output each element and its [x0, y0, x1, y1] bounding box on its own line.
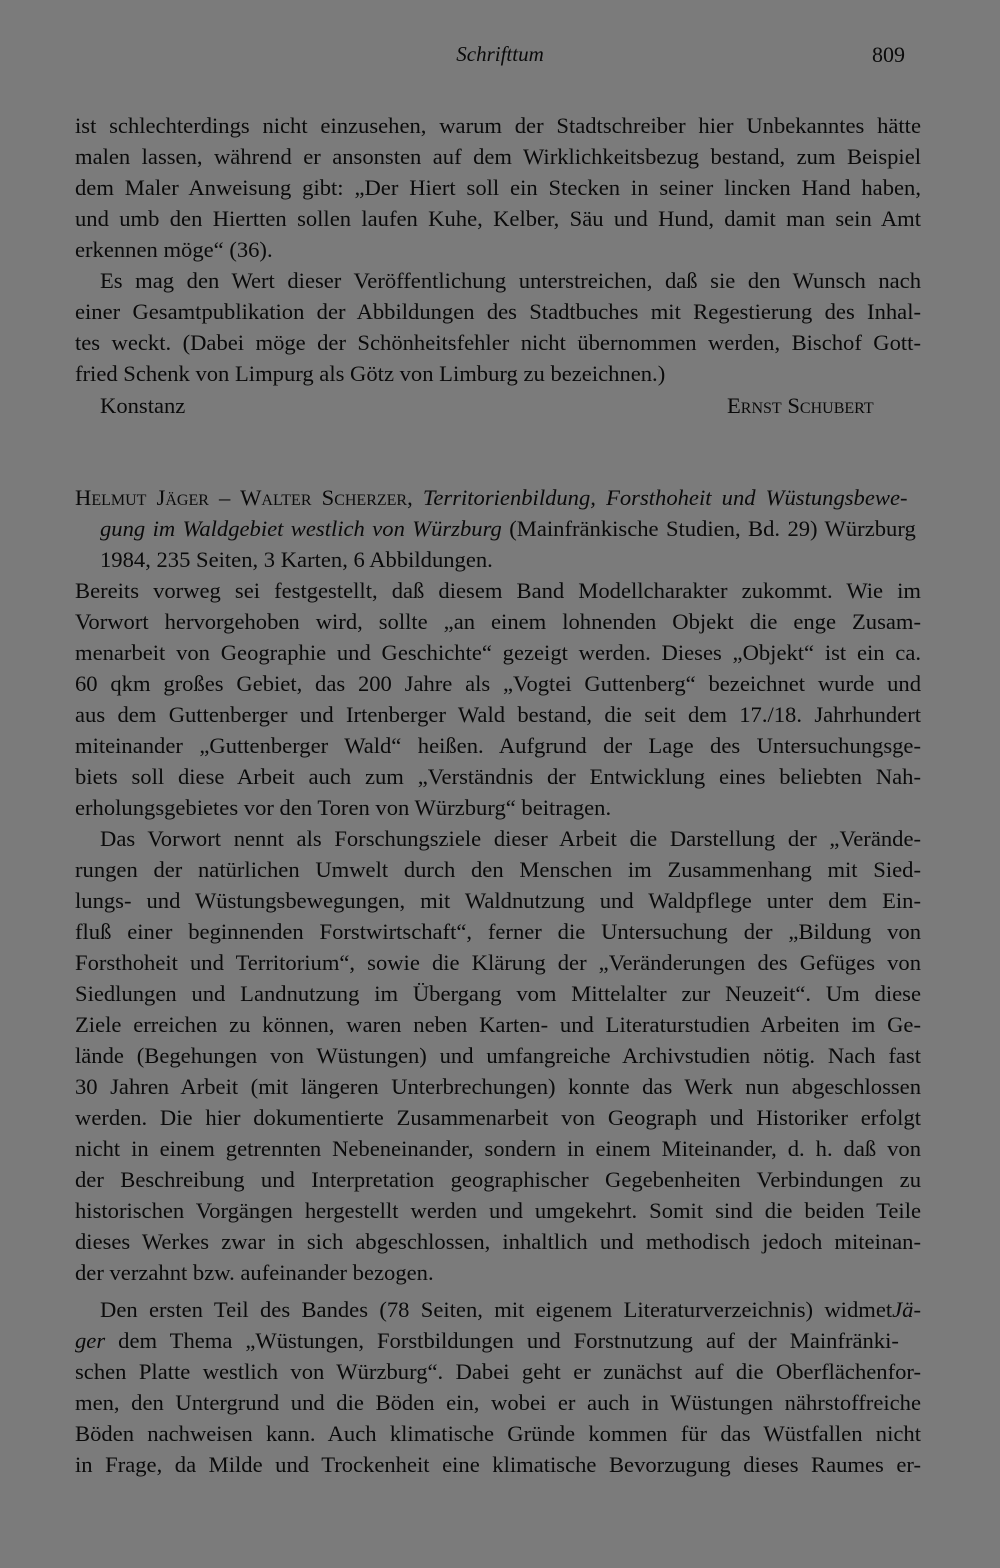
text-line: tes weckt. (Dabei möge der Schönheitsfehler nicht übernommen werden, Bischof Gott-: [75, 330, 921, 355]
text-line: erholungsgebietes vor den Toren von Würzburg“ beitragen.: [75, 795, 612, 820]
text-segment: Den ersten Teil des Bandes (78 Seiten, mit eigenem Literaturverzeichnis) widmet: [100, 1297, 893, 1322]
text-line: und umb den Hiertten sollen laufen Kuhe, Kelber, Säu und Hund, damit man sein Amt: [75, 206, 921, 231]
citation-title: Territorienbildung, Forsthoheit und Wüstungsbewe-: [422, 485, 908, 510]
text-line: Ziele erreichen zu können, waren neben Karten- und Literaturstudien Arbeiten im Ge-: [75, 1012, 921, 1037]
text-line: Vorwort hervorgehoben wird, sollte „an einem lohnenden Objekt die enge Zusam-: [75, 609, 921, 634]
running-header-title: Schrifttum: [456, 42, 544, 66]
text-line: miteinander „Guttenberger Wald“ heißen. Aufgrund der Lage des Untersuchungsge-: [75, 733, 921, 758]
text-line: Es mag den Wert dieser Veröffentlichung unterstreichen, daß sie den Wunsch nach: [100, 268, 921, 293]
text-segment: dem Thema „Wüstungen, Forstbildungen und Forstnutzung auf der Mainfränki-: [118, 1328, 899, 1353]
citation-authors: Helmut Jäger – Walter Scherzer,: [75, 485, 413, 510]
text-line: historischen Vorgängen hergestellt werden und umgekehrt. Somit sind die beiden Teile: [75, 1198, 921, 1223]
text-line: der Beschreibung und Interpretation geographischer Gegebenheiten Verbindungen zu: [75, 1167, 921, 1192]
author-name-italic: ger: [75, 1328, 106, 1353]
text-line: men, den Untergrund und die Böden ein, wobei er auch in Wüstungen nährstoffreiche: [75, 1390, 921, 1415]
page-number: 809: [872, 42, 905, 67]
review-place: Konstanz: [100, 393, 186, 418]
text-line: der verzahnt bzw. aufeinander bezogen.: [75, 1260, 434, 1285]
text-line: dem Maler Anweisung gibt: „Der Hiert soll ein Stecken in seiner lincken Hand haben,: [75, 175, 921, 200]
text-line: 30 Jahren Arbeit (mit längeren Unterbrechungen) konnte das Werk nun abgeschlossen: [75, 1074, 921, 1099]
citation-line: [75, 482, 921, 513]
text-line: schen Platte westlich von Würzburg“. Dabei geht er zunächst auf die Oberflächenfor-: [75, 1359, 921, 1384]
text-line: in Frage, da Milde und Trockenheit eine klimatische Bevorzugung dieses Raumes er-: [75, 1452, 921, 1477]
text-line: Bereits vorweg sei festgestellt, daß diesem Band Modellcharakter zukommt. Wie im: [75, 578, 921, 603]
text-line: aus dem Guttenberger und Irtenberger Wald bestand, die seit dem 17./18. Jahrhundert: [75, 702, 921, 727]
author-name-italic: Jä-: [892, 1297, 921, 1322]
text-line: rungen der natürlichen Umwelt durch den Menschen im Zusammenhang mit Sied-: [75, 857, 921, 882]
citation-details: 1984, 235 Seiten, 3 Karten, 6 Abbildungen.: [100, 547, 493, 572]
text-line: einer Gesamtpublikation der Abbildungen des Stadtbuches mit Regestierung des Inhal-: [75, 299, 921, 324]
text-line: Böden nachweisen kann. Auch klimatische Gründe kommen für das Wüstfallen nicht: [75, 1421, 921, 1446]
text-line: fried Schenk von Limpurg als Götz von Limburg zu bezeichnen.): [75, 361, 666, 386]
text-line: Forsthoheit und Territorium“, sowie die Klärung der „Veränderungen des Gefüges von: [75, 950, 921, 975]
text-line: [100, 1294, 921, 1325]
text-line: dieses Werkes zwar in sich abgeschlossen, inhaltlich und methodisch jedoch miteinan-: [75, 1229, 921, 1254]
text-line: Siedlungen und Landnutzung im Übergang vom Mittelalter zur Neuzeit“. Um diese: [75, 981, 921, 1006]
citation-title: gung im Waldgebiet westlich von Würzburg: [100, 516, 502, 541]
text-line: Das Vorwort nennt als Forschungsziele dieser Arbeit die Darstellung der „Verände-: [100, 826, 921, 851]
citation-line: [100, 513, 921, 544]
text-line: fluß einer beginnenden Forstwirtschaft“, ferner die Untersuchung der „Bildung von: [75, 919, 921, 944]
text-line: lände (Begehungen von Wüstungen) und umfangreiche Archivstudien nötig. Nach fast: [75, 1043, 921, 1068]
reviewer-name: Ernst Schubert: [727, 393, 874, 418]
text-line: 60 qkm großes Gebiet, das 200 Jahre als „Vogtei Guttenberg“ bezeichnet wurde und: [75, 671, 921, 696]
text-line: ist schlechterdings nicht einzusehen, warum der Stadtschreiber hier Unbekanntes hätte: [75, 113, 921, 138]
text-line: erkennen möge“ (36).: [75, 237, 273, 262]
text-line: werden. Die hier dokumentierte Zusammenarbeit von Geograph und Historiker erfolgt: [75, 1105, 921, 1130]
text-line: lungs- und Wüstungsbewegungen, mit Waldnutzung und Waldpflege unter dem Ein-: [75, 888, 921, 913]
text-line: nicht in einem getrennten Nebeneinander, sondern in einem Miteinander, d. h. daß von: [75, 1136, 921, 1161]
text-line: biets soll diese Arbeit auch zum „Verständnis der Entwicklung eines beliebten Nah-: [75, 764, 921, 789]
text-line: malen lassen, während er ansonsten auf dem Wirklichkeitsbezug bestand, zum Beispiel: [75, 144, 921, 169]
text-line: [75, 1325, 921, 1356]
text-line: menarbeit von Geographie und Geschichte“ gezeigt werden. Dieses „Objekt“ ist ein ca.: [75, 640, 921, 665]
citation-series: (Mainfränkische Studien, Bd. 29) Würzburg: [509, 516, 916, 541]
